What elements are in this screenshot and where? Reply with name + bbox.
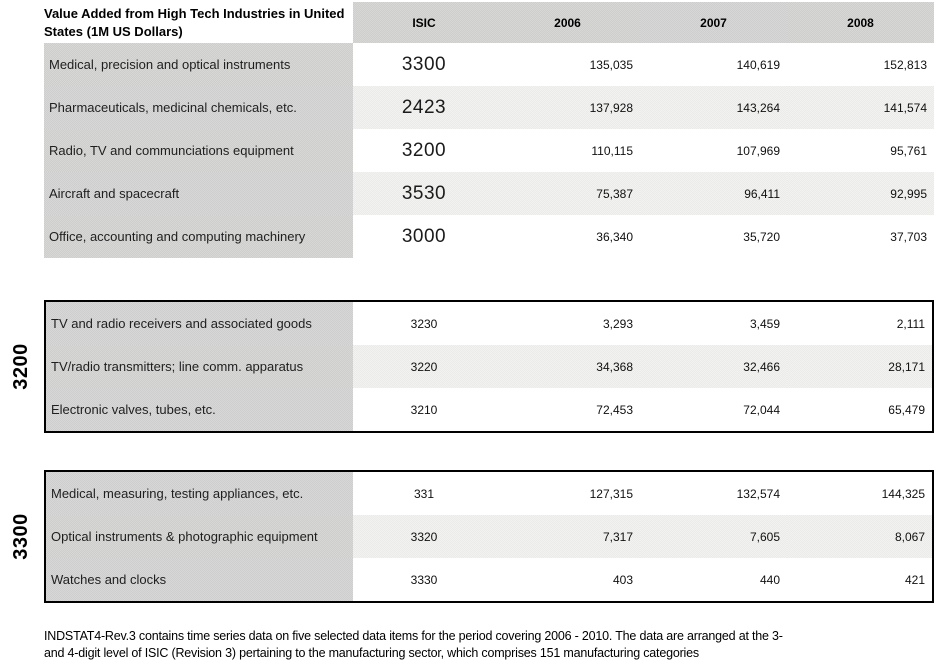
value-2006: 137,928 xyxy=(495,86,640,129)
table-row xyxy=(44,86,934,129)
table-row xyxy=(46,558,932,601)
value-2007: 32,466 xyxy=(640,345,787,388)
row-label: TV/radio transmitters; line comm. apparatus xyxy=(46,345,353,388)
isic-cell: 3000 xyxy=(401,225,447,247)
isic-cell: 3230 xyxy=(410,316,438,331)
row-label: Pharmaceuticals, medicinal chemicals, etc. xyxy=(44,86,353,129)
header-row xyxy=(44,2,934,43)
value-2006: 3,293 xyxy=(602,316,633,331)
group-label-3200-wrap xyxy=(0,300,42,433)
value-2008: 92,995 xyxy=(787,172,934,215)
row-label: Electronic valves, tubes, etc. xyxy=(46,388,353,431)
value-2008: 37,703 xyxy=(890,229,927,244)
value-2006: 7,317 xyxy=(495,515,640,558)
value-2006: 135,035 xyxy=(589,57,633,72)
row-label: Radio, TV and communciations equipment xyxy=(44,129,353,172)
subtable-3200 xyxy=(44,300,934,433)
value-2008: 421 xyxy=(904,572,925,587)
value-2008: 28,171 xyxy=(787,345,932,388)
value-2008: 141,574 xyxy=(787,86,934,129)
column-header-isic: ISIC xyxy=(353,2,495,43)
table-row xyxy=(46,345,932,388)
value-2007: 107,969 xyxy=(736,143,780,158)
value-2007: 140,619 xyxy=(736,57,780,72)
value-2006: 403 xyxy=(612,572,633,587)
value-2006: 75,387 xyxy=(495,172,640,215)
footer-line-1: INDSTAT4-Rev.3 contains time series data on five selected data items for the period covering 2006 - 2010. The data are arranged at the 3- xyxy=(44,629,783,643)
value-2007: 96,411 xyxy=(640,172,787,215)
column-header-2006: 2006 xyxy=(495,2,640,43)
row-label: Watches and clocks xyxy=(46,558,353,601)
value-2008: 95,761 xyxy=(890,143,927,158)
value-2008: 152,813 xyxy=(883,57,927,72)
value-2007: 7,605 xyxy=(640,515,787,558)
value-2008: 8,067 xyxy=(787,515,932,558)
table-row xyxy=(46,388,932,431)
value-2006: 72,453 xyxy=(596,402,633,417)
isic-cell: 3330 xyxy=(410,572,438,587)
column-header-2007: 2007 xyxy=(640,2,787,43)
subtable-3300 xyxy=(44,470,934,603)
row-label: Medical, precision and optical instruments xyxy=(44,43,353,86)
value-2008: 2,111 xyxy=(896,316,925,331)
report-title: Value Added from High Tech Industries in United States (1M US Dollars) xyxy=(44,6,345,39)
isic-cell: 3320 xyxy=(353,515,495,558)
row-label: Medical, measuring, testing appliances, etc. xyxy=(46,472,353,515)
row-label: Optical instruments & photographic equipment xyxy=(46,515,353,558)
table-row xyxy=(44,172,934,215)
value-2007: 35,720 xyxy=(743,229,780,244)
table-row xyxy=(44,43,934,86)
value-2007: 440 xyxy=(759,572,780,587)
row-label: Office, accounting and computing machinery xyxy=(44,215,353,258)
group-label-3200: 3200 xyxy=(9,343,32,390)
isic-cell: 3300 xyxy=(401,53,447,75)
row-label: TV and radio receivers and associated goods xyxy=(46,302,353,345)
value-2006: 36,340 xyxy=(596,229,633,244)
isic-cell: 3200 xyxy=(401,139,447,161)
table-row xyxy=(46,472,932,515)
value-2007: 132,574 xyxy=(736,486,780,501)
main-table xyxy=(44,2,934,258)
value-2006: 110,115 xyxy=(591,143,633,158)
footer-note xyxy=(44,628,936,662)
table-row xyxy=(44,129,934,172)
isic-cell: 3220 xyxy=(353,345,495,388)
isic-cell: 2423 xyxy=(353,86,495,129)
table-row xyxy=(46,515,932,558)
column-header-2008: 2008 xyxy=(787,2,934,43)
isic-cell: 3210 xyxy=(410,402,438,417)
table-row xyxy=(46,302,932,345)
group-label-3300-wrap xyxy=(0,470,42,603)
footer-line-2: and 4-digit level of ISIC (Revision 3) pertaining to the manufacturing sector, which comprises 151 manufacturing categories xyxy=(44,646,699,660)
value-2007: 143,264 xyxy=(640,86,787,129)
report-title-cell xyxy=(44,2,353,43)
isic-cell: 331 xyxy=(413,486,435,501)
value-2006: 127,315 xyxy=(589,486,633,501)
row-label: Aircraft and spacecraft xyxy=(44,172,353,215)
isic-cell: 3530 xyxy=(353,172,495,215)
group-label-3300: 3300 xyxy=(9,513,32,560)
value-2007: 72,044 xyxy=(743,402,780,417)
table-row xyxy=(44,215,934,258)
value-2007: 3,459 xyxy=(749,316,780,331)
value-2008: 65,479 xyxy=(888,402,925,417)
value-2006: 34,368 xyxy=(495,345,640,388)
value-2008: 144,325 xyxy=(881,486,925,501)
